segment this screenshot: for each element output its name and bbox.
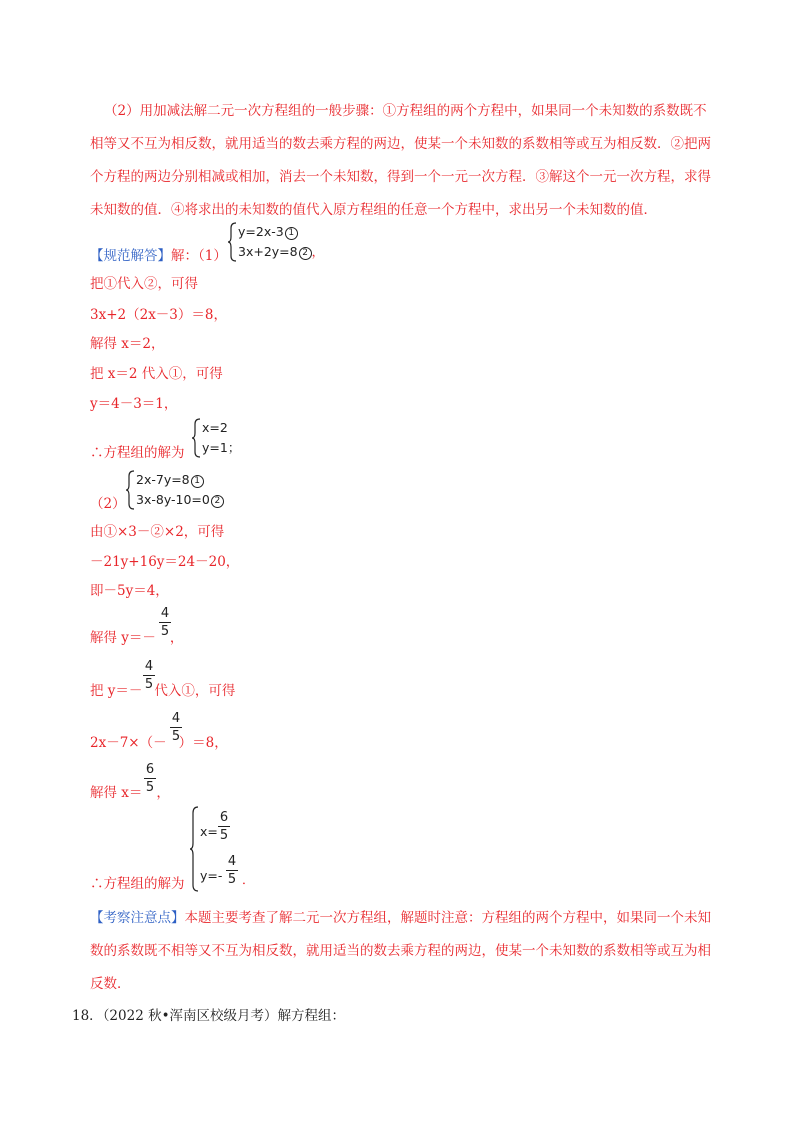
fraction: 4 5 [144,659,154,692]
fraction: 4 5 [160,606,170,639]
fraction: 4 5 [171,711,181,744]
result1-y: y=1 [202,440,228,455]
fraction: 6 5 [145,762,155,795]
problem-text: 解方程组： [277,1008,346,1024]
system1-eq2: 3x+2y=8 [238,244,298,259]
solution-header [90,246,227,266]
attention-note: 【考察注意点】本题主要考查了解二元一次方程组，解题时注意：方程组的两个方程中，如果同一个未知数的系数既不相等又不互为相反数，就用适当的数去乘方程的两边，使某一个未知数的系数相等或互为相反数． [90,910,711,992]
step-line: 把①代入②，可得 [90,276,198,292]
brace-icon [228,222,238,262]
equation-system-2 [126,470,266,510]
problem-number: 18． [72,1008,103,1024]
fraction: 4 5 [227,854,237,887]
result-system-1: x=2 y=1； [192,418,252,458]
step-line: 解得 x＝2， [90,336,165,352]
problem-source: （2022 秋•浑南区校级月考） [102,1008,278,1024]
step-line: y＝4－3＝1， [90,396,178,412]
step-line: 把 x＝2 代入①，可得 [90,366,223,382]
system2-eq2: 3x-8y-10=0 [136,492,210,507]
step-line: 由①×3－②×2，可得 [90,524,225,540]
result1-x: x=2 [202,420,228,435]
brace-icon [190,806,200,892]
solve-x-line: 解得 x＝ ， [90,785,170,801]
next-problem [72,1006,345,1026]
result1-prefix: ∴方程组的解为 [90,445,185,461]
step-line: －21y+16y＝24－20， [90,554,240,570]
sub-y-line: 把 y＝－ 代入①，可得 [90,683,236,699]
method-note: （2）用加减法解二元一次方程组的一般步骤：①方程组的两个方程中，如果同一个未知数的系数既不相等又不互为相反数，就用适当的数去乘方程的两边，使某一个未知数的系数相等或互为相反数．②把两个方程的两边分别相减或相加，消去一个未知数，得到一个一元一次方程．③解这个一元一次方程，求得未知数的值．④将求出的未知数的值代入原方程组的任意一个方程中，求出另一个未知数的值． [90,103,711,218]
fraction: 6 5 [219,810,229,843]
part2-label: （2） [90,496,126,512]
system2-eq1: 2x-7y=8 [136,472,190,487]
solution-tag: 【规范解答】 [90,248,171,264]
circle-number: 1 [191,475,204,488]
equation-line: 2x－7×（－ ）＝8， [90,735,228,751]
circle-number: 2 [299,247,312,260]
result2-prefix: ∴方程组的解为 [90,876,185,892]
circle-number: 2 [211,495,224,508]
solution-intro: 解：（1） [171,248,227,264]
result2-y-lhs: y=- [200,868,223,883]
system1-eq1: y=2x-3 [238,224,284,239]
step-line: 3x+2（2x－3）＝8， [90,307,227,323]
circle-number: 1 [285,227,298,240]
attention-tag: 【考察注意点】 [90,910,185,926]
brace-icon [192,418,202,458]
result2-x-lhs: x= [200,824,218,839]
result-system-2: x= 6 5 y=- 4 5 ． [190,806,260,892]
step-line: 即－5y＝4， [90,583,169,599]
brace-icon [126,470,136,510]
equation-system-1: y=2x-3 1 3x+2y=8 2 ， [228,222,348,262]
solve-y-line: 解得 y＝－ ， [90,630,184,646]
